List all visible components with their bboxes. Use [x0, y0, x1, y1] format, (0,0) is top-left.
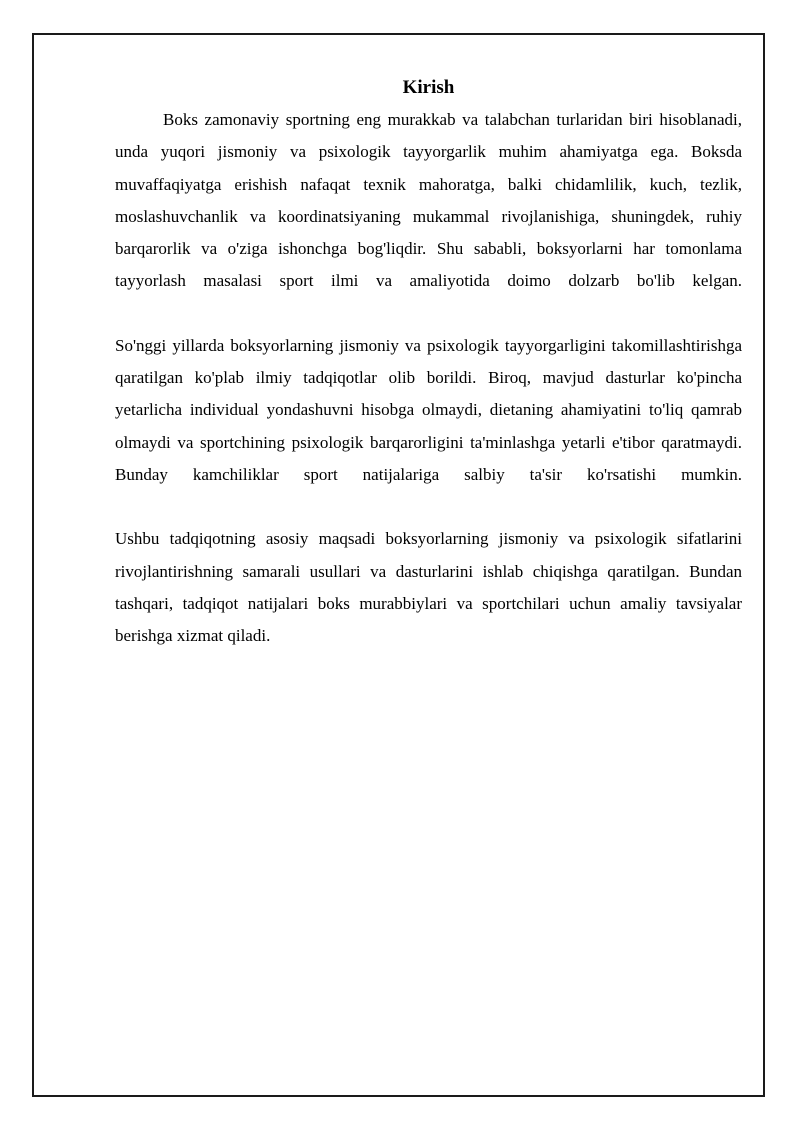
- paragraph-2: So'nggi yillarda boksyorlarning jismoniy va psixologik tayyorgarligini takomillashtirishga qaratilgan ko'plab ilmiy tadqiqotlar olib borildi. Biroq, mavjud dasturlar ko'pincha yetarlicha individual yondashuvni hisobga olmaydi, dietaning ahamiyatini to'liq qamrab olmaydi va sportchining psixologik barqarorligini ta'minlashga yetarli e'tibor qaratmaydi. Bunday kamchiliklar sport natijalariga salbiy ta'sir ko'rsatishi mumkin.: [115, 335, 742, 484]
- paragraph-3: Ushbu tadqiqotning asosiy maqsadi boksyorlarning jismoniy va psixologik sifatlarini rivojlantirishning samarali usullari va dasturlarini ishlab chiqishga qaratilgan. Bundan tashqari, tadqiqot natijalari boks murabbiylari va sportchilari uchun amaliy tavsiyalar berishga xizmat qiladi.: [115, 529, 742, 646]
- document-title: Kirish: [402, 77, 455, 98]
- paragraph-gap: [115, 491, 742, 523]
- paragraph-gap: [115, 298, 742, 330]
- document-body: [115, 72, 742, 652]
- paragraph-1: Boks zamonaviy sportning eng murakkab va talabchan turlaridan biri hisoblanadi, unda yuqori jismoniy va psixologik tayyorgarlik muhim ahamiyatga ega. Boksda muvaffaqiyatga erishish nafaqat texnik mahoratga, balki chidamlilik, kuch, tezlik, moslashuvchanlik va koordinatsiyaning mukammal rivojlanishiga, shuningdek, ruhiy barqarorlik va o'ziga ishonchga bog'liqdir. Shu sababli, boksyorlarni har tomonlama tayyorlash masalasi sport ilmi va amaliyotida doimo dolzarb bo'lib kelgan.: [115, 110, 742, 291]
